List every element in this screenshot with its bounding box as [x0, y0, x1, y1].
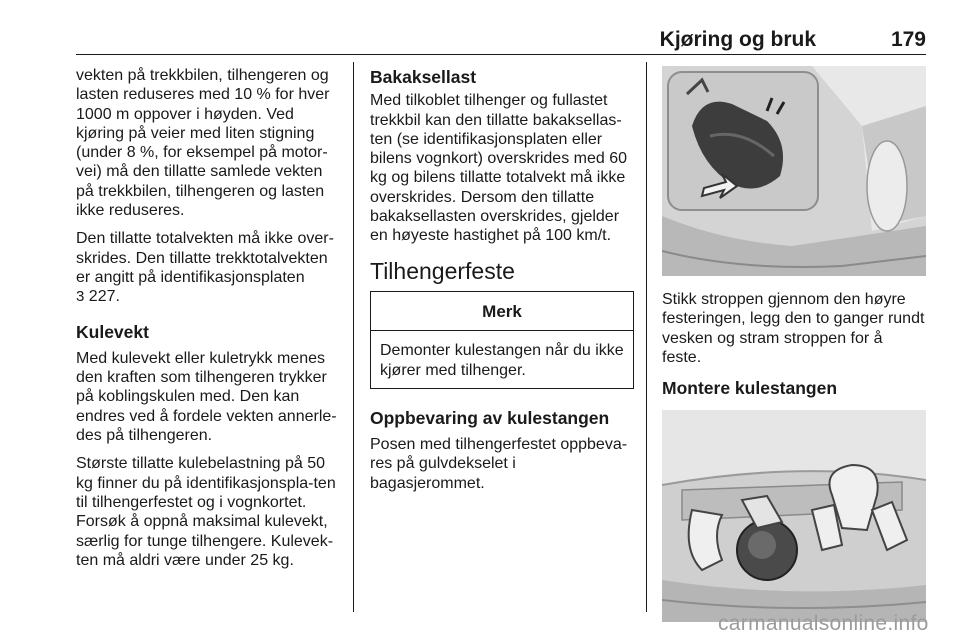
- column-divider-2: [646, 62, 647, 612]
- header-rule: [76, 54, 926, 55]
- note-box: [370, 291, 634, 389]
- column-1: [76, 66, 340, 579]
- paragraph-total-weight-text: Den tillatte totalvekten må ikke over-skrides. Den tillatte trekktotalvekten er angitt på identifikasjonsplaten: [76, 230, 334, 286]
- paragraph-oppbevaring: Posen med tilhengerfestet oppbeva-res på gulvdekselet i bagasjerommet.: [370, 436, 628, 492]
- figure-storage-bag: [662, 66, 926, 276]
- reference-arrow-icon: 3: [76, 288, 85, 306]
- paragraph-kulevekt-max: Største tillatte kulebelastning på 50 kg finner du på identifikasjonspla-ten til tilhengerfestet og i vognkortet. Forsøk å oppnå maksimal kulevekt, særlig for tunge tilhengere. Kulevek-ten må aldri være under 25 kg.: [76, 455, 336, 569]
- storage-bag-illustration: [662, 66, 926, 276]
- paragraph-altitude: vekten på trekkbilen, tilhengeren og lasten reduseres med 10 % for hver 1000 m oppover i høyden. Ved kjøring på veier med liten stigning (under 8 %, for eksempel på motor-vei) må den tillatte samlede vekten på trekkbilen, tilhengeren og lasten ikke reduseres.: [76, 67, 330, 220]
- page-reference: 227.: [84, 288, 120, 306]
- note-title: Merk: [371, 292, 633, 331]
- figure-tow-bar-mount: [662, 410, 926, 622]
- paragraph-bakaksellast: Med tilkoblet tilhenger og fullastet trekkbil kan den tillatte bakaksellas-ten (se identifikasjonsplaten eller bilens vognkort) overskrides med 60 kg og bilens tillatte totalvekt må ikke overskrides. Dersom den tillatte bakaksellasten overskrides, gjelder en høyeste hastighet på 100 km/t.: [370, 92, 628, 245]
- heading-oppbevaring: Oppbevaring av kulestangen: [370, 407, 610, 428]
- column-2: [370, 66, 634, 502]
- column-divider-1: [353, 62, 354, 612]
- paragraph-total-weight: [76, 229, 340, 306]
- watermark: carmanualsonline.info: [718, 612, 929, 635]
- note-text: Demonter kulestangen når du ikke kjører med tilhenger.: [380, 342, 624, 379]
- chapter-title: Kjøring og bruk: [659, 28, 816, 51]
- heading-bakaksellast: Bakaksellast: [370, 67, 477, 87]
- page-header: [76, 28, 926, 54]
- tow-bar-illustration: [662, 410, 926, 622]
- page-number: 179: [890, 28, 926, 51]
- heading-tilhengerfeste: Tilhengerfeste: [370, 257, 515, 284]
- column-3: [662, 66, 926, 622]
- heading-kulevekt: Kulevekt: [76, 321, 149, 342]
- paragraph-kulevekt-definition: Med kulevekt eller kuletrykk menes den kraften som tilhengeren trykker på koblingskulen med. Den kan endres ved å fordele vekten annerle-des på tilhengeren.: [76, 349, 337, 445]
- paragraph-strap: Stikk stroppen gjennom den høyre festeringen, legg den to ganger rundt vesken og stram stroppen for å feste.: [662, 291, 925, 366]
- heading-montere: Montere kulestangen: [662, 378, 838, 399]
